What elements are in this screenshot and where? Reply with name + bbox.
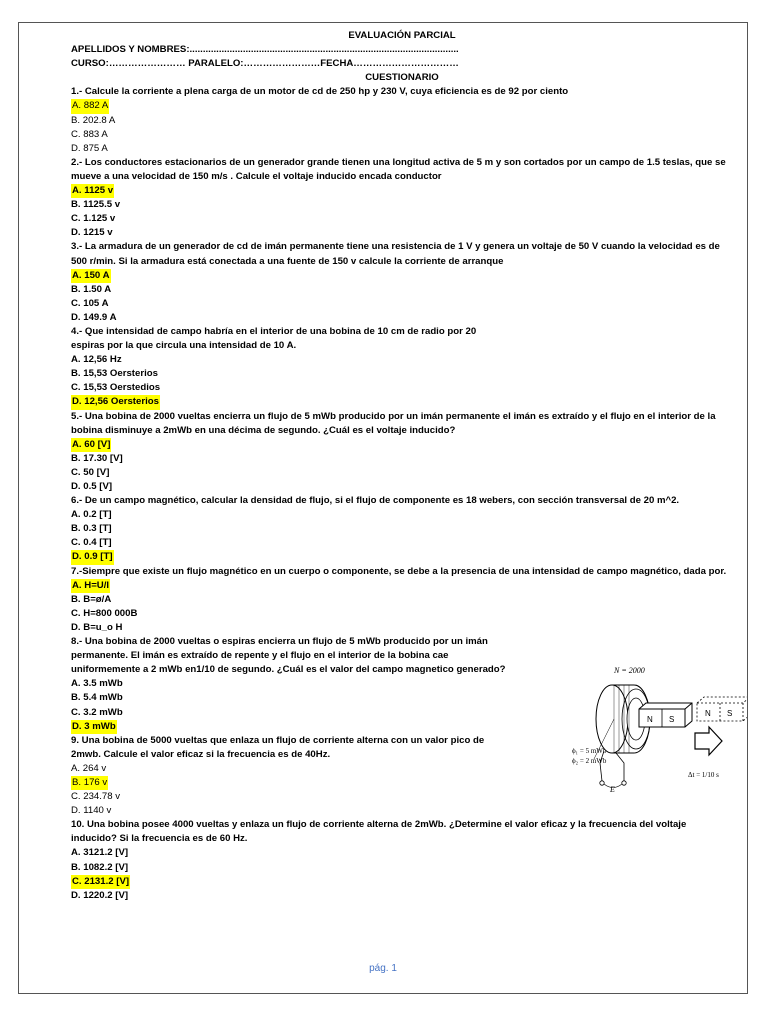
answer-text: C. 1.125 v: [71, 213, 116, 225]
answer-text: C. 3.2 mWb: [71, 706, 123, 718]
question-text: 8.- Una bobina de 2000 vueltas o espiras encierra un flujo de 5 mWb producido por un imán permanente. El imán es extraído de repente y el flujo en el interior de la bobina cae uniformemente a 2 mWb en1/10 de segundo. ¿Cuál es el valor del campo magnetico generado?: [71, 636, 506, 676]
answer-option: [71, 269, 733, 283]
answer-text: C. 0.4 [T]: [71, 537, 112, 549]
correct-answer-highlight: D. 12,56 Oersterios: [71, 395, 160, 409]
removed-magnet-n-label: N: [705, 709, 711, 718]
answer-option: [71, 621, 733, 635]
answer-option: [71, 508, 733, 522]
figure-dt: Δt = 1/10 s: [688, 771, 719, 779]
magnet-n-label: N: [647, 715, 653, 724]
answer-text: C. 105 A: [71, 297, 109, 309]
magnet-s-label: S: [669, 715, 675, 724]
answer-text: C. 234.78 v: [71, 791, 121, 803]
answer-option: [71, 550, 733, 564]
correct-answer-highlight: A. 1125 v: [71, 184, 114, 198]
correct-answer-highlight: A. 60 [V]: [71, 438, 111, 452]
answer-text: B. 1.50 A: [71, 283, 112, 295]
answer-option: [71, 99, 733, 113]
answer-text: A. 3.5 mWb: [71, 678, 123, 690]
correct-answer-highlight: C. 2131.2 [V]: [71, 875, 130, 889]
answer-text: D. 875 A: [71, 142, 108, 154]
answer-option: [71, 142, 733, 156]
answer-text: B. B=ø/A: [71, 593, 112, 605]
answer-option: [71, 480, 733, 494]
answer-text: B. 17.30 [V]: [71, 452, 123, 464]
answer-option: [71, 198, 733, 212]
question-text: 10. Una bobina posee 4000 vueltas y enlaza un flujo de corriente alterna de 2mWb. ¿Determine el valor eficaz y la frecuencia del voltaje inducido? Si la frecuencia es de 60 Hz.: [71, 819, 687, 845]
answer-option: [71, 114, 733, 128]
answer-text: D. 1140 v: [71, 805, 112, 817]
removed-magnet-s-label: S: [727, 709, 733, 718]
answer-text: D. 1220.2 [V]: [71, 889, 129, 901]
answer-option: [71, 395, 733, 409]
question-text: 4.- Que intensidad de campo habría en el interior de una bobina de 10 cm de radio por 20 espiras por la que circula una intensidad de 10 A.: [71, 325, 477, 352]
question-text: 2.- Los conductores estacionarios de un generador grande tienen una longitud activa de 5 m y son cortados por un campo de 1.5 teslas, que se mueve a una velocidad de 150 m/s . Calcule el voltaje inducido encada conductor: [71, 156, 726, 182]
answer-text: B. 5.4 mWb: [71, 692, 123, 704]
answer-option: [71, 226, 733, 240]
figure-phi1: ϕ₁ = 5 mWb: [572, 747, 607, 755]
answer-option: [71, 128, 733, 142]
names-field: APELLIDOS Y NOMBRES:.....................................................................................................: [71, 44, 459, 56]
page-number: pág. 1: [369, 963, 397, 974]
correct-answer-highlight: A. 882 A: [71, 99, 109, 113]
answer-text: C. 50 [V]: [71, 466, 110, 478]
answer-option: [71, 438, 733, 452]
answer-option: [71, 846, 733, 860]
answer-option: [71, 522, 733, 536]
document-page: [18, 22, 748, 994]
answer-option: [71, 607, 733, 621]
answer-text: B. 1082.2 [V]: [71, 861, 129, 873]
answer-option: [71, 353, 733, 367]
answer-text: B. 15,53 Oersterios: [71, 368, 158, 380]
question-text: 9. Una bobina de 5000 vueltas que enlaza un flujo de corriente alterna con un valor pico de 2mwb. Calcule el valor eficaz si la frecuencia es de 40Hz.: [71, 734, 485, 760]
answer-option: [71, 184, 733, 198]
answer-option: [71, 593, 733, 607]
answer-option: [71, 889, 733, 903]
answer-text: A. 0.2 [T]: [71, 509, 112, 521]
answer-text: D. B=u_o H: [71, 621, 123, 633]
answer-text: C. 883 A: [71, 128, 108, 140]
answer-text: C. H=800 000B: [71, 607, 138, 619]
answer-text: D. 1215 v: [71, 227, 113, 239]
answer-text: A. 12,56 Hz: [71, 354, 122, 366]
coil-face: [596, 685, 628, 753]
answer-text: B. 0.3 [T]: [71, 523, 112, 535]
answer-text: B. 202.8 A: [71, 114, 116, 126]
answer-option: [71, 452, 733, 466]
answer-option: [71, 367, 733, 381]
answer-option: [71, 536, 733, 550]
answer-option: [71, 311, 733, 325]
answer-option: [71, 283, 733, 297]
correct-answer-highlight: B. 176 v: [71, 776, 108, 790]
answer-option: [71, 297, 733, 311]
answer-text: C. 15,53 Oerstedios: [71, 382, 161, 394]
figure-phi2: ϕ₂ = 2 mWb: [572, 757, 607, 765]
answer-option: [71, 804, 733, 818]
coil-magnet-figure: [552, 663, 747, 793]
answer-option: [71, 381, 733, 395]
answer-text: D. 149.9 A: [71, 311, 117, 323]
figure-e-label: E: [610, 785, 615, 793]
correct-answer-highlight: A. H=U/I: [71, 579, 110, 593]
question-text: 3.- La armadura de un generador de cd de imán permanente tiene una resistencia de 1 V y genera un voltaje de 50 V cuando la velocidad es de 500 r/min. Si la armadura está conectada a una fuente de 150 v calcule la corriente de arranque: [71, 241, 720, 267]
answer-text: B. 1125.5 v: [71, 199, 121, 211]
document-title: EVALUACIÓN PARCIAL: [348, 30, 456, 41]
answer-option: [71, 861, 733, 875]
question-text: 5.- Una bobina de 2000 vueltas encierra un flujo de 5 mWb producido por un imán permanente el imán es extraído y el flujo en el interior de la bobina disminuye a 2mWb en una décima de segundo. ¿Cuál es el voltaje inducido?: [71, 410, 716, 436]
motion-arrow: [695, 727, 722, 755]
answer-text: D. 0.5 [V]: [71, 481, 113, 492]
section-title: CUESTIONARIO: [365, 72, 439, 84]
figure-n-label: N = 2000: [614, 666, 645, 675]
answer-text: A. 3121.2 [V]: [71, 847, 129, 859]
answer-text: A. 264 v: [71, 762, 107, 774]
question-text: 6.- De un campo magnético, calcular la densidad de flujo, si el flujo de componente es 18 webers, con sección transversal de 20 m^2.: [71, 495, 680, 507]
correct-answer-highlight: A. 150 A: [71, 269, 111, 283]
question-text: 1.- Calcule la corriente a plena carga de un motor de cd de 250 hp y 230 V, cuya eficiencia es de 92 por ciento: [71, 86, 569, 98]
course-field: CURSO:…………………… PARALELO:……………………FECHA……………………………: [71, 58, 459, 70]
answer-option: [71, 875, 733, 889]
answer-option: [71, 579, 733, 593]
question-text: 7.-Siempre que existe un flujo magnético en un cuerpo o componente, se debe a la presencia de una intensidad de campo magnético, dada por.: [71, 565, 727, 577]
correct-answer-highlight: D. 3 mWb: [71, 720, 117, 734]
correct-answer-highlight: D. 0.9 [T]: [71, 550, 114, 564]
answer-option: [71, 212, 733, 226]
answer-option: [71, 466, 733, 480]
